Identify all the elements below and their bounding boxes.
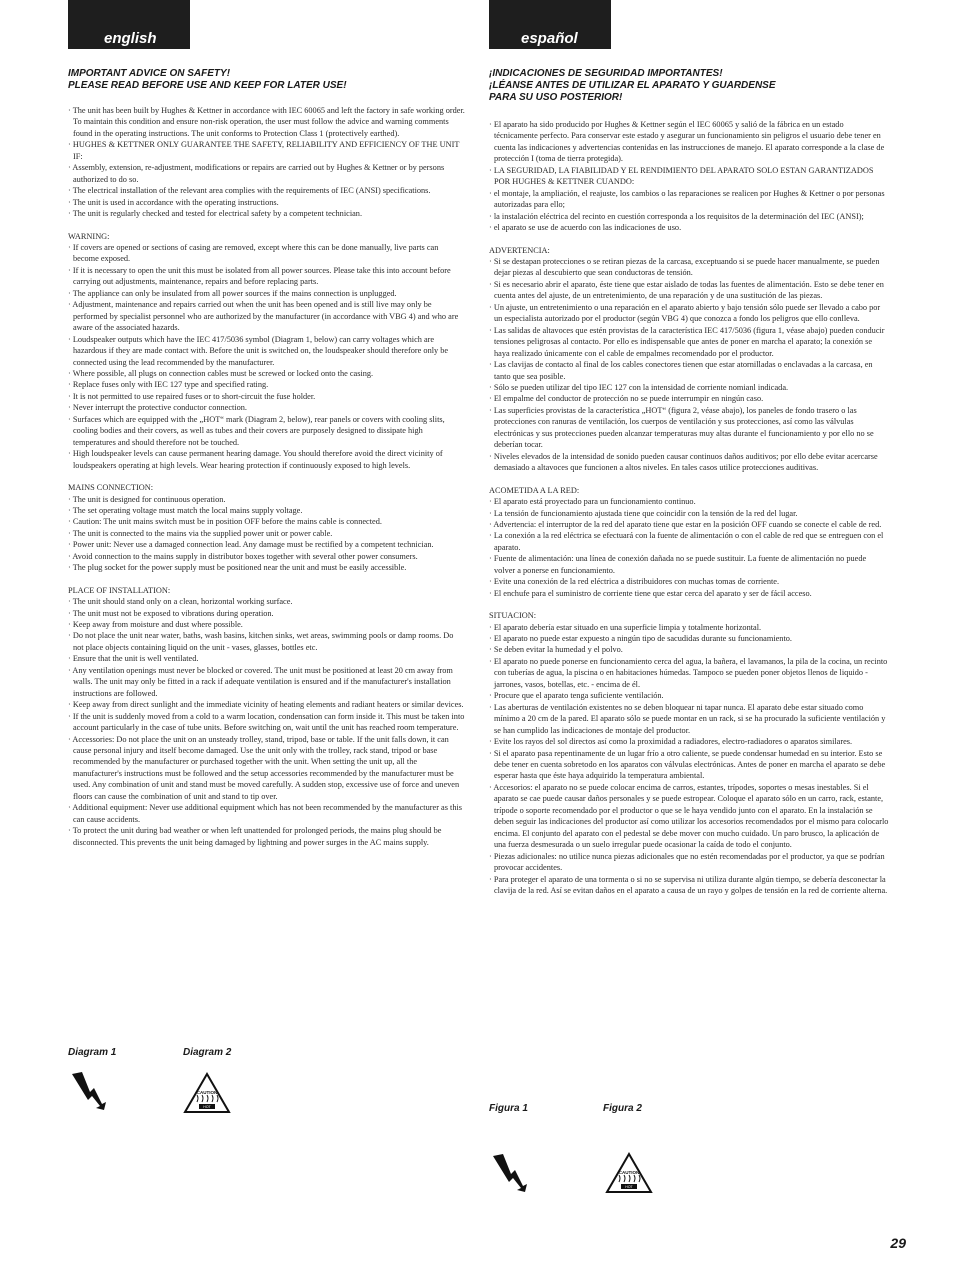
list-item: · la instalación eléctrica del recinto en cuestión corresponda a los requisitos de la determinación del IEC (ANSI); [489, 211, 889, 222]
list-item: · The unit should stand only on a clean, horizontal working surface. [68, 596, 465, 607]
list-item: · Power unit: Never use a damaged connection lead. Any damage must be rectified by a competent technician. [68, 539, 465, 550]
list-item: · el aparato se use de acuerdo con las indicaciones de uso. [489, 222, 889, 233]
language-tab-spanish: español [489, 0, 611, 49]
figura-2-label: Figura 2 [603, 1103, 642, 1114]
guarantee-section-es [489, 165, 889, 234]
caution-text: CAUTION [196, 1090, 218, 1095]
list-item: · Accesorios: el aparato no se puede colocar encima de carros, estantes, trípodes, soportes o mesas inestables. Si el aparato se cae puede causar daños personales y se puede estropear. Coloque el aparato sólo en un carro, rack, estante, trípode o soporte recomendado por el productor o que se le haya vendido junto con el aparato. En la instalación se deben seguir las indicaciones del productor así como utilizar los accesorios recomendados por el mismo para colocarlo encima. El conjunto del aparato con el pedestal se debe mover con mucho cuidado. Un paro brusco, la aplicación de una fuerza desmesurada o un suelo irregular puede ocasionar la caída de todo el conjunto. [489, 782, 889, 851]
list-item: · The set operating voltage must match the local mains supply voltage. [68, 505, 465, 516]
list-item: · Adjustment, maintenance and repairs carried out when the unit has been opened and is still live may only be performed by specialist personnel who are authorized by the manufacturer (in accordance with VBG 4) and who are aware of the associated hazards. [68, 299, 465, 333]
list-item: · Loudspeaker outputs which have the IEC 417/5036 symbol (Diagram 1, below) can carry voltages which are hazardous if they are made contact with. Before the unit is switched on, the loudspeaker should therefore only be connected using the lead recommended by the manufacturer. [68, 334, 465, 368]
list-item: · The unit must not be exposed to vibrations during operation. [68, 608, 465, 619]
list-item: · El enchufe para el suministro de corriente tiene que estar cerca del aparato y ser de fácil acceso. [489, 588, 889, 599]
list-item: · Evite una conexión de la red eléctrica a distribuidores con muchas tomas de corriente. [489, 576, 889, 587]
figura-1-label: Figura 1 [489, 1103, 528, 1114]
list-item: · The unit is regularly checked and tested for electrical safety by a competent technician. [68, 208, 465, 219]
list-item: · Un ajuste, un entretenimiento o una reparación en el aparato abierto y bajo tensión sólo puede ser llevado a cabo por un especialista autorizado por el productor (según VBG 4) que conozca a fondo los peligros que ello conlleva. [489, 302, 889, 325]
list-item: · It is not permitted to use repaired fuses or to short-circuit the fuse holder. [68, 391, 465, 402]
list-item: · Keep away from moisture and dust where possible. [68, 619, 465, 630]
hot-text: HOT [203, 1105, 211, 1109]
list-item: · Any ventilation openings must never be blocked or covered. The unit must be positioned at least 20 cm away from walls. The unit may only be fitted in a rack if adequate ventilation is ensured and if the manufacturer's installation instructions are followed. [68, 665, 465, 699]
list-item: · La conexión a la red eléctrica se efectuará con la fuente de alimentación o con el cable de red que se entreguen con el aparato. [489, 530, 889, 553]
guarantee-title: · HUGHES & KETTNER ONLY GUARANTEE THE SAFETY, RELIABILITY AND EFFICIENCY OF THE UNIT IF: [68, 139, 465, 162]
list-item: · Surfaces which are equipped with the „HOT“ mark (Diagram 2, below), rear panels or covers with cooling slits, cooling bodies and their covers, as well as tubes and their covers are purposely designed to dissipate high temperatures and should therefore not be touched. [68, 414, 465, 448]
caution-hot-triangle-icon [605, 1152, 653, 1194]
caution-text: CAUTION [618, 1170, 640, 1175]
list-item: · Las aberturas de ventilación existentes no se deben bloquear ni tapar nunca. El aparato debe estar situado como mínimo a 20 cm de la pared. El aparato sólo se puede montar en un rack, si se ha procurado la suficiente ventilación y se han cumplido las indicaciones de montaje del productor. [489, 702, 889, 736]
mains-list [68, 494, 465, 574]
list-item: · El aparato no puede estar expuesto a ningún tipo de sacudidas durante su funcionamiento. [489, 633, 889, 644]
lightning-bolt-icon [489, 1150, 533, 1194]
place-title-es: SITUACION: [489, 611, 537, 621]
place-section-es [489, 610, 889, 896]
lightning-bolt-icon [68, 1068, 112, 1112]
warning-section [68, 231, 465, 472]
list-item: · The appliance can only be insulated from all power sources if the mains connection is unplugged. [68, 288, 465, 299]
mains-list-es [489, 496, 889, 599]
list-item: · Additional equipment: Never use additional equipment which has not been recommended by the manufacturer as this can cause accidents. [68, 802, 465, 825]
list-item: · Advertencia: el interruptor de la red del aparato tiene que estar en la posición OFF cuando se conecte el cable de red. [489, 519, 889, 530]
warning-section-es [489, 245, 889, 474]
list-item: · Evite los rayos del sol directos así como la proximidad a radiadores, electro-radiadores o aparatos similares. [489, 736, 889, 747]
list-item: · Accessories: Do not place the unit on an unsteady trolley, stand, tripod, base or table. If the unit falls down, it can cause personal injury and itself become damaged. Use the unit only with the trolley, rack stand, tripod or base recommended by the manufacturer or purchased together with the unit. When setting the unit up, all the manufacturer's instructions must be followed and the setup accessories recommended by the manufacturer must be used. Any combination of unit and stand must be moved carefully. A sudden stop, excessive use of force and uneven floors can cause the combination of unit and stand to tip over. [68, 734, 465, 803]
guarantee-section [68, 139, 465, 219]
mains-section [68, 482, 465, 574]
list-item: · Fuente de alimentación: una línea de conexión dañada no se puede sustituir. La fuente de alimentación no puede volver a ponerse en funcionamiento. [489, 553, 889, 576]
list-item: · The plug socket for the power supply must be positioned near the unit and must be easily accessible. [68, 562, 465, 573]
warning-list-es [489, 256, 889, 474]
list-item: · Las superficies provistas de la característica „HOT“ (figura 2, véase abajo), los paneles de fondo trasero o las protecciones con ranuras de ventilación, los cuerpos de ventilación y sus protecciones, así como las válvulas electrónicas y sus protecciones pueden alcanzar temperaturas muy altas durante el funcionamiento y por ello no se deberían tocar. [489, 405, 889, 451]
list-item: · The unit is designed for continuous operation. [68, 494, 465, 505]
caution-hot-triangle-icon [183, 1072, 231, 1114]
list-item: · High loudspeaker levels can cause permanent hearing damage. You should therefore avoid the direct vicinity of loudspeakers operating at high levels. Wear hearing protection if continuously exposed to high levels. [68, 448, 465, 471]
list-item: · If it is necessary to open the unit this must be isolated from all power sources. Please take this into account before carrying out adjustments, maintenance, repairs and before replacing parts. [68, 265, 465, 288]
place-section [68, 585, 465, 848]
list-item: · La tensión de funcionamiento ajustada tiene que coincidir con la tensión de la red del lugar. [489, 508, 889, 519]
warning-list [68, 242, 465, 471]
list-item: · Para proteger el aparato de una tormenta o si no se supervisa ni utiliza durante algún tiempo, se debería desconectar la clavija de la red. Así se evitan daños en el aparato a causa de un rayo y golpes de tensión en la red de corriente alterna. [489, 874, 889, 897]
guarantee-list-es [489, 188, 889, 234]
list-item: · El empalme del conductor de protección no se puede interrumpir en ningún caso. [489, 393, 889, 404]
list-item: · Procure que el aparato tenga suficiente ventilación. [489, 690, 889, 701]
mains-title-es: ACOMETIDA A LA RED: [489, 485, 580, 495]
diagram-1-label: Diagram 1 [68, 1047, 117, 1058]
safety-heading: IMPORTANT ADVICE ON SAFETY! PLEASE READ BEFORE USE AND KEEP FOR LATER USE! [68, 68, 347, 91]
list-item: · Never interrupt the protective conductor connection. [68, 402, 465, 413]
seguridad-heading: ¡INDICACIONES DE SEGURIDAD IMPORTANTES! ¡LÉANSE ANTES DE UTILIZAR EL APARATO Y GUARDENSE PARA SU USO POSTERIOR! [489, 68, 776, 103]
place-title: PLACE OF INSTALLATION: [68, 585, 171, 595]
list-item: · If the unit is suddenly moved from a cold to a warm location, condensation can form inside it. This must be taken into account particularly in the case of tube units. Before switching on, wait until the unit has reached room temperature. [68, 711, 465, 734]
mains-section-es [489, 485, 889, 600]
safety-body [68, 105, 465, 859]
list-item: · The unit is connected to the mains via the supplied power unit or power cable. [68, 528, 465, 539]
list-item: · Assembly, extension, re-adjustment, modifications or repairs are carried out by Hughes & Kettner or by persons authorized to do so. [68, 162, 465, 185]
list-item: · Replace fuses only with IEC 127 type and specified rating. [68, 379, 465, 390]
list-item: · Las salidas de altavoces que estén provistas de la característica IEC 417/5036 (figura 1, véase abajo) pueden conducir tensiones peligrosas al contacto. Por ello es indispensable que antes de poner en marcha el aparato; la conexión se haya realizado únicamente con el cable de empalmes recomendado por el productor. [489, 325, 889, 359]
warning-title-es: ADVERTENCIA: [489, 245, 550, 255]
list-item: · The unit is used in accordance with the operating instructions. [68, 197, 465, 208]
mains-title: MAINS CONNECTION: [68, 483, 154, 493]
list-item: · Sólo se pueden utilizar del tipo IEC 127 con la intensidad de corriente nomianl indicada. [489, 382, 889, 393]
list-item: · El aparato está proyectado para un funcionamiento continuo. [489, 496, 889, 507]
list-item: · Si es necesario abrir el aparato, éste tiene que estar aislado de todas las fuentes de alimentación. Esto se debe tener en cuenta antes del ajuste, de un entretenimiento, de una reparación y de una sustitución de las piezas. [489, 279, 889, 302]
list-item: · Avoid connection to the mains supply in distributor boxes together with several other power consumers. [68, 551, 465, 562]
list-item: · Se deben evitar la humedad y el polvo. [489, 644, 889, 655]
list-item: · El aparato no puede ponerse en funcionamiento cerca del agua, la bañera, el lavamanos, la pila de la cocina, un recinto con tuberías de agua, la piscina o en habitaciones húmedas. Tampoco se pueden poner objetos llenos de liquido - jarrones, vasos, botellas, etc. - encima de él. [489, 656, 889, 690]
page-number: 29 [890, 1235, 906, 1251]
list-item: · Si se destapan protecciones o se retiran piezas de la carcasa, exceptuando si se puede hacer manualmente, se pueden dejar piezas al descubierto que sean conductoras de tensión. [489, 256, 889, 279]
diagram-2-label: Diagram 2 [183, 1047, 232, 1058]
list-item: · Caution: The unit mains switch must be in position OFF before the mains cable is connected. [68, 516, 465, 527]
hot-text: HOT [625, 1185, 633, 1189]
list-item: · el montaje, la ampliación, el reajuste, los cambios o las reparaciones se realicen por Hughes & Kettner o por personas autorizadas para ello; [489, 188, 889, 211]
list-item: · The electrical installation of the relevant area complies with the requirements of IEC (ANSI) specifications. [68, 185, 465, 196]
list-item: · To protect the unit during bad weather or when left unattended for prolonged periods, the mains plug should be disconnected. This prevents the unit being damaged by lightning and power surges in the AC mains supply. [68, 825, 465, 848]
list-item: · Do not place the unit near water, baths, wash basins, kitchen sinks, wet areas, swimming pools or damp rooms. Do not place objects containing liquid on the unit - vases, glasses, bottles etc. [68, 630, 465, 653]
intro-paragraph-es: · El aparato ha sido producido por Hughes & Kettner según el IEC 60065 y salió de la fábrica en un estado técnicamente perfecto. Para conservar este estado y asegurar un funcionamiento sin peligros el usuario debe tener en cuenta las indicaciones y advertencias contenidas en las instrucciones de manejo. El aparato corresponde a la clase de protección I (toma de tierra protegida). [489, 119, 889, 165]
list-item: · Si el aparato pasa repentinamente de un lugar frío a otro caliente, se puede condensar humedad en su interior. Esto se debe tener en cuenta sobretodo en los aparatos con válvulas electrónicas. Antes de poner en marcha el aparato se debe esperar hasta que éste haya adquirido la temperatura ambiental. [489, 748, 889, 782]
list-item: · Keep away from direct sunlight and the immediate vicinity of heating elements and radiant heaters or similar devices. [68, 699, 465, 710]
list-item: · El aparato debería estar situado en una superficie limpia y totalmente horizontal. [489, 622, 889, 633]
list-item: · Piezas adicionales: no utilice nunca piezas adicionales que no estén recomendadas por el productor, ya que se podrían provocar accidentes. [489, 851, 889, 874]
list-item: · Ensure that the unit is well ventilated. [68, 653, 465, 664]
intro-paragraph: · The unit has been built by Hughes & Kettner in accordance with IEC 60065 and left the factory in safe working order. To maintain this condition and ensure non-risk operation, the user must follow the advice and warning comments found in the operating instructions. The unit conforms to Protection Class 1 (protectively earthed). [68, 105, 465, 139]
language-tab-english: english [68, 0, 190, 49]
guarantee-title-es: · LA SEGURIDAD, LA FIABILIDAD Y EL RENDIMIENTO DEL APARATO SOLO ESTAN GARANTIZADOS POR HUGHES & KETTNER CUANDO: [489, 165, 889, 188]
warning-title: WARNING: [68, 231, 110, 241]
list-item: · Where possible, all plugs on connection cables must be screwed or locked onto the casing. [68, 368, 465, 379]
list-item: · Las clavijas de contacto al final de los cables conectores tienen que estar atornilladas o enclavadas a la carcasa, en tanto que sea posible. [489, 359, 889, 382]
place-list [68, 596, 465, 848]
list-item: · Niveles elevados de la intensidad de sonido pueden causar continuos daños auditivos; por ello debe evitar acercarse demasiado a altavoces que funcionen a altos niveles. En tales casos utilice protecciones auditivas. [489, 451, 889, 474]
seguridad-body [489, 119, 889, 907]
guarantee-list [68, 162, 465, 219]
place-list-es [489, 622, 889, 897]
list-item: · If covers are opened or sections of casing are removed, except where this can be done manually, live parts can become exposed. [68, 242, 465, 265]
